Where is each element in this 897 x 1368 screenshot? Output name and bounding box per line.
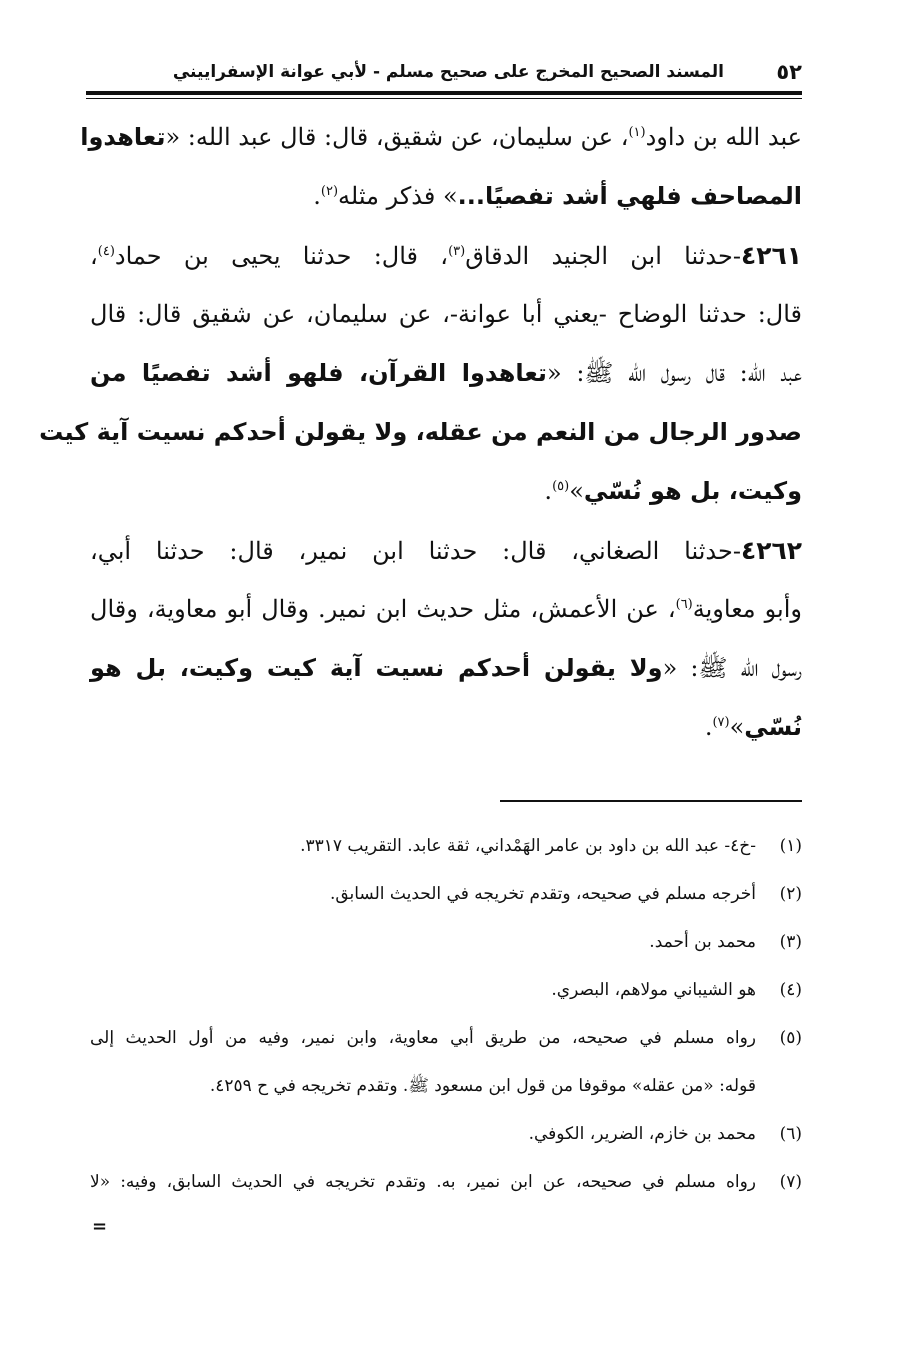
text-line: عبد الله بن داود$^{(١)}$، عن سليمان، عن شقيق، قال: قال عبد الله: «تعاهدوا (80, 123, 802, 151)
page-header (84, 58, 802, 92)
hadith-number: ٤٢٦١ (740, 241, 802, 270)
hadith-4262-first-line: ٤٢٦٢-حدثنا الصغاني، قال: حدثنا ابن نمير، قال: حدثنا أبي، (90, 536, 802, 565)
footnote-separator (500, 800, 802, 802)
text-line: رسول الله ﷺ: «ولا يقولن أحدكم نسيت آية كيت وكيت، بل هو (90, 654, 802, 682)
footnote-ref[interactable]: (٥) (552, 479, 570, 494)
text-line: وكيت، بل هو نُسّي»$^{(٥)}$. (544, 477, 802, 505)
header-rule-thin (86, 98, 802, 99)
hadith-4261-first-line: ٤٢٦١-حدثنا ابن الجنيد الدقاق$^{(٣)}$، قال: حدثنا يحيى بن حماد$^{(٤)}$، (90, 241, 802, 270)
footnote-1: (١)-خ٤- عبد الله بن داود بن عامر الهَمْداني، ثقة عابد. التقريب ٣٣١٧. (300, 836, 802, 856)
footnote-ref[interactable]: (٦) (675, 597, 693, 612)
text-line: قال: حدثنا الوضاح -يعني أبا عوانة-، عن سليمان، عن شقيق قال: قال (90, 300, 802, 328)
text-line: صدور الرجال من النعم من عقله، ولا يقولن أحدكم نسيت آية كيت (39, 418, 802, 446)
header-rule (86, 91, 802, 95)
footnote-ref[interactable]: (١) (628, 125, 646, 140)
continuation-mark: = (92, 1216, 108, 1237)
footnote-3: (٣)محمد بن أحمد. (649, 932, 802, 952)
footnote-ref[interactable]: (٤) (97, 244, 115, 259)
footnote-6: (٦)محمد بن خازم، الضرير، الكوفي. (528, 1124, 802, 1144)
page-number: ٥٢ (776, 60, 802, 84)
main-text (39, 108, 802, 757)
footnote-4: (٤)هو الشيباني مولاهم، البصري. (551, 980, 802, 1000)
footnote-ref[interactable]: (٢) (320, 184, 339, 199)
running-title: المسند الصحيح المخرج على صحيح مسلم - لأبي عوانة الإسفراييني (172, 62, 724, 82)
footnote-5-continuation: قوله: «من عقله» موقوفا من قول ابن مسعود ﷺ. وتقدم تخريجه في ح ٤٢٥٩. (209, 1076, 756, 1096)
text-line: نُسّي»$^{(٧)}$. (704, 713, 802, 741)
footnote-2: (٢)أخرجه مسلم في صحيحه، وتقدم تخريجه في الحديث السابق. (329, 884, 802, 904)
footnote-ref[interactable]: (٣) (448, 244, 466, 259)
footnote-5: (٥)رواه مسلم في صحيحه، من طريق أبي معاوية، وابن نمير، وفيه من أول الحديث إلى (90, 1028, 802, 1048)
hadith-number: ٤٢٦٢ (740, 536, 802, 565)
text-line: وأبو معاوية$^{(٦)}$، عن الأعمش، مثل حديث ابن نمير. وقال أبو معاوية، وقال (90, 595, 802, 623)
footnote-ref[interactable]: (٧) (712, 715, 730, 730)
text-line: المصاحف فلهي أشد تفصيًا...» فذكر مثله$^{(٢)}$. (313, 182, 802, 210)
footnote-7: (٧)رواه مسلم في صحيحه، عن ابن نمير، به. وتقدم تخريجه في الحديث السابق، وفيه: «لا (90, 1172, 802, 1192)
footnotes (90, 822, 802, 1206)
text-line: عبد الله: قال رسول الله ﷺ: «تعاهدوا القرآن، فلهو أشد تفصيًا من (90, 359, 802, 387)
